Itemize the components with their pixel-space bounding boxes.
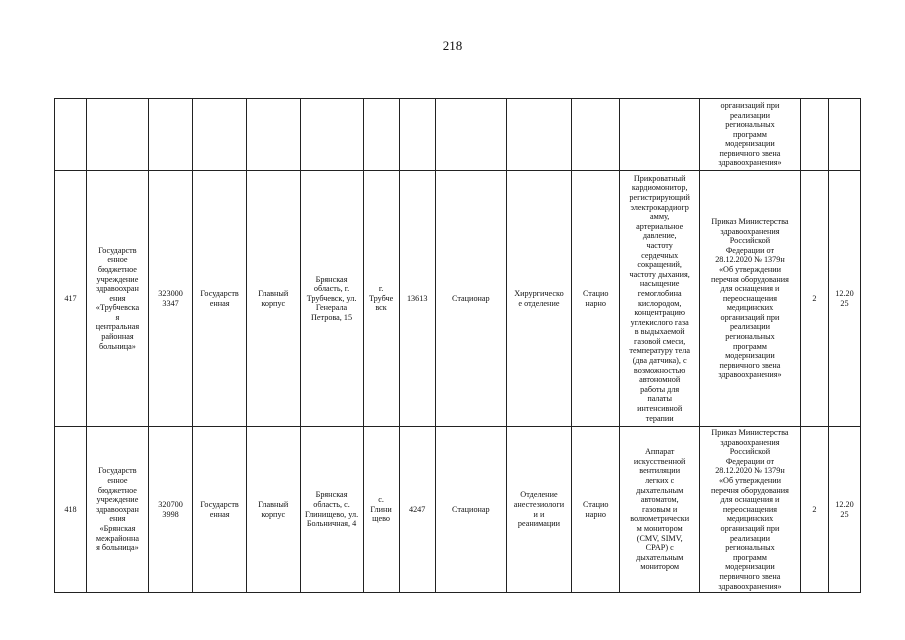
cell-num: 418 <box>55 427 87 593</box>
cell-condition: Стацио нарно <box>571 171 620 427</box>
cell-basis: Приказ Министерства здравоохранения Российской Федерации от 28.12.2020 № 1379н «Об утверждении перечня оборудования для оснащения и переоснащения медицинских организаций при реализации региональных программ модернизации первичного звена здравоохранения» <box>699 427 800 593</box>
cell-care-type <box>435 99 506 171</box>
cell-org: Государств енное бюджетное учреждение здравоохран ения «Брянская межрайонна я больница» <box>86 427 148 593</box>
cell-population: 4247 <box>399 427 435 593</box>
cell-population <box>399 99 435 171</box>
cell-address: Брянская область, с. Глинищево, ул. Больничная, 4 <box>300 427 363 593</box>
cell-equipment <box>620 99 699 171</box>
cell-equipment: Аппарат искусственной вентиляции легких с дыхательным автоматом, газовым и волюметрически м монитором (CMV, SIMV, CPAP) с дыхательным монитором <box>620 427 699 593</box>
cell-building: Главный корпус <box>246 171 300 427</box>
cell-condition: Стацио нарно <box>571 427 620 593</box>
cell-address: Брянская область, г. Трубчевск, ул. Генерала Петрова, 15 <box>300 171 363 427</box>
cell-ownership <box>193 99 247 171</box>
equipment-table <box>54 98 861 593</box>
cell-department: Хирургическо е отделение <box>506 171 571 427</box>
table-row-417 <box>55 171 861 427</box>
cell-building <box>246 99 300 171</box>
cell-address <box>300 99 363 171</box>
cell-ownership: Государств енная <box>193 427 247 593</box>
cell-org <box>86 99 148 171</box>
cell-building: Главный корпус <box>246 427 300 593</box>
cell-date: 12.20 25 <box>828 427 860 593</box>
cell-date: 12.20 25 <box>828 171 860 427</box>
table-row-continuation <box>55 99 861 171</box>
cell-quantity: 2 <box>801 171 829 427</box>
cell-basis: организаций при реализации региональных программ модернизации первичного звена здравоохранения» <box>699 99 800 171</box>
cell-condition <box>571 99 620 171</box>
cell-care-type: Стационар <box>435 171 506 427</box>
cell-quantity: 2 <box>801 427 829 593</box>
cell-quantity <box>801 99 829 171</box>
cell-num <box>55 99 87 171</box>
cell-num: 417 <box>55 171 87 427</box>
page-number: 218 <box>442 38 463 53</box>
cell-department: Отделение анестезиологи и и реанимации <box>506 427 571 593</box>
cell-inn: 320700 3998 <box>148 427 192 593</box>
cell-population: 13613 <box>399 171 435 427</box>
cell-basis: Приказ Министерства здравоохранения Российской Федерации от 28.12.2020 № 1379н «Об утверждении перечня оборудования для оснащения и переоснащения медицинских организаций при реализации региональных программ модернизации первичного звена здравоохранения» <box>699 171 800 427</box>
table-row-418 <box>55 427 861 593</box>
cell-inn: 323000 3347 <box>148 171 192 427</box>
cell-inn <box>148 99 192 171</box>
cell-equipment: Прикроватный кардиомонитор, регистрирующий электрокардиогр амму, артериальное давление, частоту сердечных сокращений, частоту дыхания, насыщение гемоглобина кислородом, концентрацию углекислого газа в выдыхаемой газовой смеси, температуру тела (два датчика), с возможностью автономной работы для палаты интенсивной терапии <box>620 171 699 427</box>
cell-org: Государств енное бюджетное учреждение здравоохран ения «Трубчевска я центральная районная больница» <box>86 171 148 427</box>
cell-locality <box>363 99 399 171</box>
cell-ownership: Государств енная <box>193 171 247 427</box>
cell-care-type: Стационар <box>435 427 506 593</box>
cell-date <box>828 99 860 171</box>
cell-department <box>506 99 571 171</box>
cell-locality: с. Глини щево <box>363 427 399 593</box>
cell-locality: г. Трубче вск <box>363 171 399 427</box>
